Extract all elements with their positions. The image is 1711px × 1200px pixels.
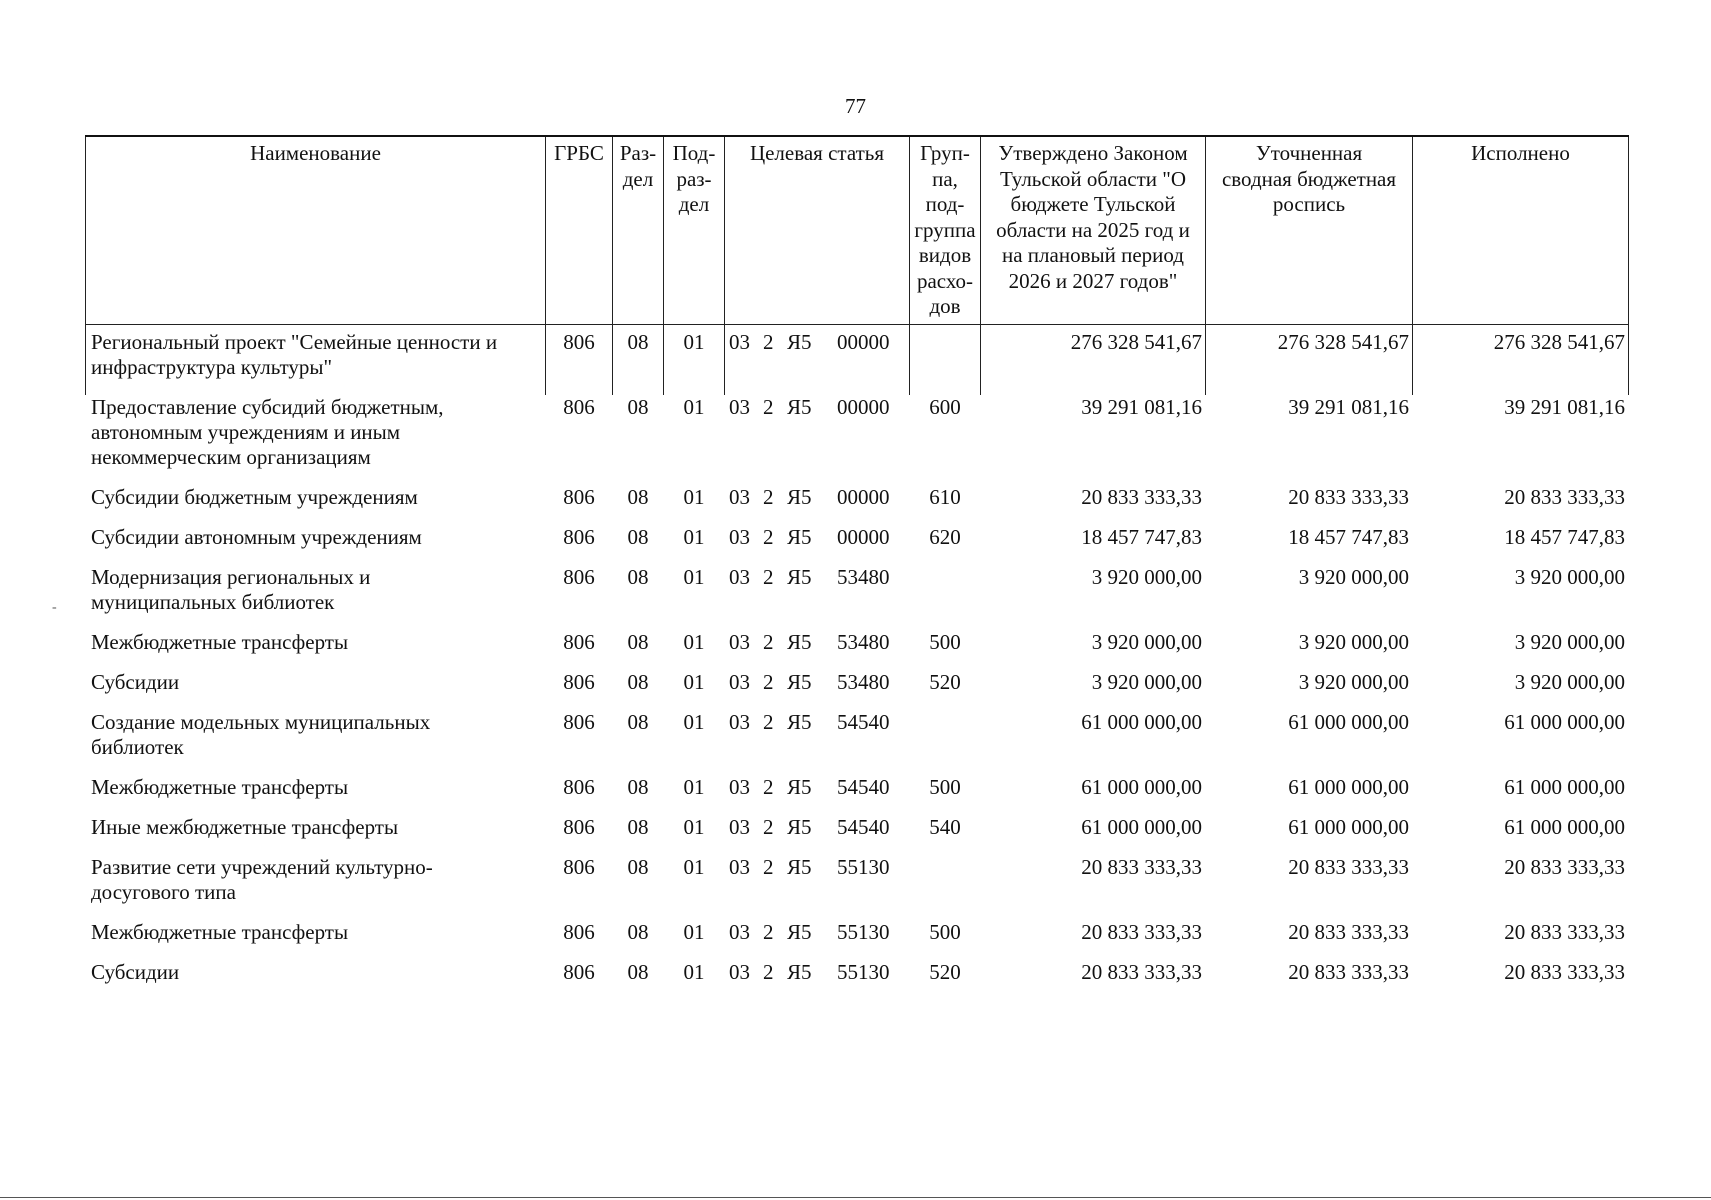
cell-approved: 61 000 000,00 [1081,774,1202,799]
cell-approved: 61 000 000,00 [1081,709,1202,734]
target-part-4: 55130 [837,919,890,944]
header-line: па, [932,166,958,191]
table-row [86,565,1629,630]
cell-name-line: Межбюджетные трансферты [91,629,349,654]
cell-executed: 61 000 000,00 [1504,774,1625,799]
header-refined [1206,136,1413,324]
cell-target [725,630,910,670]
cell-grbs: 806 [546,324,613,395]
header-line: Уточненная [1255,141,1363,165]
cell-executed: 3 920 000,00 [1514,564,1625,589]
cell-group: 520 [929,669,961,694]
cell-name [86,324,546,395]
target-part-4: 54540 [837,774,890,799]
cell-podrazdel: 01 [683,484,705,509]
cell-approved: 20 833 333,33 [1081,919,1202,944]
cell-name-line: Межбюджетные трансферты [91,919,349,944]
cell-grbs: 806 [563,959,595,984]
target-part-2: 2 [763,919,774,944]
header-approved [981,136,1206,324]
target-part-2: 2 [763,329,774,354]
target-part-2: 2 [763,774,774,799]
cell-razdel: 08 [627,814,649,839]
cell-approved: 18 457 747,83 [1081,524,1202,549]
target-part-4: 00000 [837,394,890,419]
cell-approved: 3 920 000,00 [1091,629,1202,654]
cell-podrazdel: 01 [683,564,705,589]
table-row [86,920,1629,960]
cell-podrazdel: 01 [683,854,705,879]
cell-executed: 3 920 000,00 [1514,669,1625,694]
margin-mark: - [52,600,57,615]
cell-target [725,855,910,920]
target-part-3: Я5 [787,629,812,654]
target-part-1: 03 [729,854,750,879]
target-part-2: 2 [763,669,774,694]
cell-razdel: 08 [627,774,649,799]
cell-name [86,710,546,775]
cell-executed: 3 920 000,00 [1514,629,1625,654]
table-row [86,485,1629,525]
cell-name-line: муниципальных библиотек [91,589,335,614]
cell-name [86,670,546,710]
cell-name-line: Субсидии автономным учреждениям [91,524,422,549]
table-row [86,710,1629,775]
cell-name-line: Региональный проект "Семейные ценности и [91,329,498,354]
cell-refined: 3 920 000,00 [1298,629,1409,654]
target-part-1: 03 [729,814,750,839]
header-line: Тульской области "О [999,166,1187,191]
target-part-4: 00000 [837,329,890,354]
target-part-3: Я5 [787,669,812,694]
cell-approved: 39 291 081,16 [1081,394,1202,419]
cell-podrazdel: 01 [683,524,705,549]
cell-grbs: 806 [563,564,595,589]
target-part-2: 2 [763,709,774,734]
cell-target [725,960,910,1000]
cell-name [86,775,546,815]
target-part-1: 03 [729,709,750,734]
table-row [86,630,1629,670]
cell-group [910,324,981,395]
target-part-2: 2 [763,959,774,984]
cell-refined: 61 000 000,00 [1288,774,1409,799]
cell-name-line: Развитие сети учреждений культурно- [91,854,433,879]
header-line: бюджете Тульской [1010,192,1176,216]
bottom-rule [0,1197,1711,1198]
cell-razdel: 08 [627,919,649,944]
target-part-4: 00000 [837,524,890,549]
cell-executed: 20 833 333,33 [1504,919,1625,944]
target-part-1: 03 [729,919,750,944]
cell-grbs: 806 [563,709,595,734]
cell-executed: 20 833 333,33 [1504,854,1625,879]
header-grbs: ГРБС [546,136,613,324]
cell-podrazdel: 01 [683,774,705,799]
cell-grbs: 806 [563,484,595,509]
cell-group: 500 [929,919,961,944]
cell-name [86,815,546,855]
cell-grbs: 806 [563,629,595,654]
target-part-3: Я5 [787,524,812,549]
cell-podrazdel: 01 [664,324,725,395]
cell-group: 520 [929,959,961,984]
target-part-1: 03 [729,959,750,984]
cell-refined: 20 833 333,33 [1288,484,1409,509]
target-part-4: 55130 [837,959,890,984]
cell-razdel: 08 [627,484,649,509]
target-part-1: 03 [729,669,750,694]
target-part-4: 54540 [837,814,890,839]
cell-approved: 20 833 333,33 [1081,854,1202,879]
header-line: расхо- [916,268,974,293]
target-part-2: 2 [763,394,774,419]
target-part-3: Я5 [787,709,812,734]
page-number: 77 [845,94,866,118]
cell-executed: 20 833 333,33 [1504,484,1625,509]
cell-refined: 3 920 000,00 [1298,564,1409,589]
target-part-3: Я5 [787,814,812,839]
cell-name-line: библиотек [91,734,184,759]
table-row [86,855,1629,920]
cell-approved: 20 833 333,33 [1081,484,1202,509]
cell-target [725,565,910,630]
cell-name-line: Предоставление субсидий бюджетным, [91,394,444,419]
cell-refined: 20 833 333,33 [1288,919,1409,944]
cell-refined: 20 833 333,33 [1288,854,1409,879]
cell-group [910,855,981,920]
cell-name [86,395,546,485]
cell-razdel: 08 [627,669,649,694]
target-part-3: Я5 [787,854,812,879]
cell-name [86,920,546,960]
target-part-4: 54540 [837,709,890,734]
target-part-3: Я5 [787,564,812,589]
cell-name-line: Модернизация региональных и [91,564,371,589]
cell-razdel: 08 [627,959,649,984]
cell-podrazdel: 01 [683,394,705,419]
cell-group: 600 [929,394,961,419]
cell-approved: 61 000 000,00 [1081,814,1202,839]
cell-approved: 276 328 541,67 [981,324,1206,395]
cell-podrazdel: 01 [683,669,705,694]
target-part-2: 2 [763,484,774,509]
cell-razdel: 08 [627,524,649,549]
cell-name-line: автономным учреждениям и иным [91,419,401,444]
cell-grbs: 806 [563,669,595,694]
header-line: под- [925,192,965,216]
target-part-4: 00000 [837,484,890,509]
header-line: сводная бюджетная [1221,166,1397,191]
cell-executed: 61 000 000,00 [1504,814,1625,839]
cell-podrazdel: 01 [683,709,705,734]
cell-razdel: 08 [627,394,649,419]
target-part-3: Я5 [787,329,812,354]
target-part-2: 2 [763,814,774,839]
cell-name-line: Субсидии бюджетным учреждениям [91,484,418,509]
cell-name [86,565,546,630]
cell-group: 500 [929,629,961,654]
target-part-4: 53480 [837,629,890,654]
header-line: раз- [676,166,712,191]
cell-razdel: 08 [627,709,649,734]
cell-podrazdel: 01 [683,959,705,984]
cell-target [725,395,910,485]
budget-table [85,135,1629,1000]
table-header [86,136,1629,324]
target-part-2: 2 [763,854,774,879]
cell-approved: 3 920 000,00 [1091,669,1202,694]
header-target: Целевая статья [725,136,910,324]
target-part-3: Я5 [787,919,812,944]
target-part-3: Я5 [787,394,812,419]
cell-name-line: некоммерческим организациям [91,444,371,469]
cell-group: 540 [929,814,961,839]
header-line: роспись [1272,192,1346,216]
header-line: 2026 и 2027 годов" [1008,268,1178,293]
cell-approved: 3 920 000,00 [1091,564,1202,589]
cell-grbs: 806 [563,919,595,944]
header-line: дов [929,294,961,318]
cell-executed: 39 291 081,16 [1504,394,1625,419]
header-line: дел [678,192,710,216]
target-part-1: 03 [729,394,750,419]
header-line: на плановый период [1002,243,1184,267]
header-line: Раз- [619,141,657,165]
cell-target [725,525,910,565]
table-row [86,324,1629,395]
cell-refined: 276 328 541,67 [1206,324,1413,395]
cell-name-line: Субсидии [91,669,180,694]
cell-group: 500 [929,774,961,799]
cell-grbs: 806 [563,394,595,419]
table-row [86,395,1629,485]
cell-podrazdel: 01 [683,629,705,654]
cell-grbs: 806 [563,814,595,839]
header-line: группа [914,217,976,242]
target-part-2: 2 [763,629,774,654]
cell-name-line: Создание модельных муниципальных [91,709,431,734]
cell-target [725,710,910,775]
cell-group: 610 [929,484,961,509]
target-part-1: 03 [729,484,750,509]
cell-group [910,710,981,775]
cell-target [725,485,910,525]
cell-group [910,565,981,630]
cell-refined: 18 457 747,83 [1288,524,1409,549]
target-part-1: 03 [729,774,750,799]
cell-refined: 20 833 333,33 [1288,959,1409,984]
cell-refined: 3 920 000,00 [1298,669,1409,694]
table-row [86,670,1629,710]
target-part-4: 53480 [837,564,890,589]
header-line: Утверждено Законом [998,141,1188,165]
cell-executed: 20 833 333,33 [1504,959,1625,984]
cell-executed: 18 457 747,83 [1504,524,1625,549]
header-line: видов [918,243,972,267]
target-part-4: 53480 [837,669,890,694]
table-row [86,815,1629,855]
cell-grbs: 806 [563,524,595,549]
cell-refined: 61 000 000,00 [1288,814,1409,839]
cell-name-line: Межбюджетные трансферты [91,774,349,799]
cell-name [86,855,546,920]
cell-group: 620 [929,524,961,549]
header-podrazdel [664,136,725,324]
target-part-1: 03 [729,564,750,589]
target-part-1: 03 [729,524,750,549]
header-razdel [613,136,664,324]
target-part-3: Я5 [787,484,812,509]
cell-razdel: 08 [627,629,649,654]
cell-executed: 276 328 541,67 [1413,324,1629,395]
cell-target [725,815,910,855]
header-name: Наименование [86,136,546,324]
target-part-1: 03 [729,329,750,354]
cell-target [725,920,910,960]
cell-name [86,960,546,1000]
header-line: дел [622,166,654,191]
cell-name [86,525,546,565]
cell-target [725,670,910,710]
table-row [86,525,1629,565]
header-executed: Исполнено [1413,136,1629,324]
cell-approved: 20 833 333,33 [1081,959,1202,984]
target-part-3: Я5 [787,959,812,984]
cell-executed: 61 000 000,00 [1504,709,1625,734]
target-part-1: 03 [729,629,750,654]
header-line: Груп- [920,141,970,165]
target-part-3: Я5 [787,774,812,799]
cell-name [86,630,546,670]
cell-name-line: Субсидии [91,959,180,984]
cell-name-line: досугового типа [91,879,236,904]
table-row [86,960,1629,1000]
cell-name-line: инфраструктура культуры" [91,354,333,379]
cell-razdel: 08 [627,564,649,589]
header-group [910,136,981,324]
cell-refined: 39 291 081,16 [1288,394,1409,419]
table-body [86,324,1629,1000]
cell-target [725,324,910,395]
cell-target [725,775,910,815]
table-row [86,775,1629,815]
cell-refined: 61 000 000,00 [1288,709,1409,734]
cell-grbs: 806 [563,774,595,799]
header-line: Под- [672,141,716,165]
cell-razdel: 08 [627,854,649,879]
cell-podrazdel: 01 [683,814,705,839]
cell-razdel: 08 [613,324,664,395]
cell-name [86,485,546,525]
target-part-4: 55130 [837,854,890,879]
target-part-2: 2 [763,564,774,589]
target-part-2: 2 [763,524,774,549]
cell-name-line: Иные межбюджетные трансферты [91,814,399,839]
header-line: области на 2025 год и [996,217,1190,242]
cell-podrazdel: 01 [683,919,705,944]
cell-grbs: 806 [563,854,595,879]
